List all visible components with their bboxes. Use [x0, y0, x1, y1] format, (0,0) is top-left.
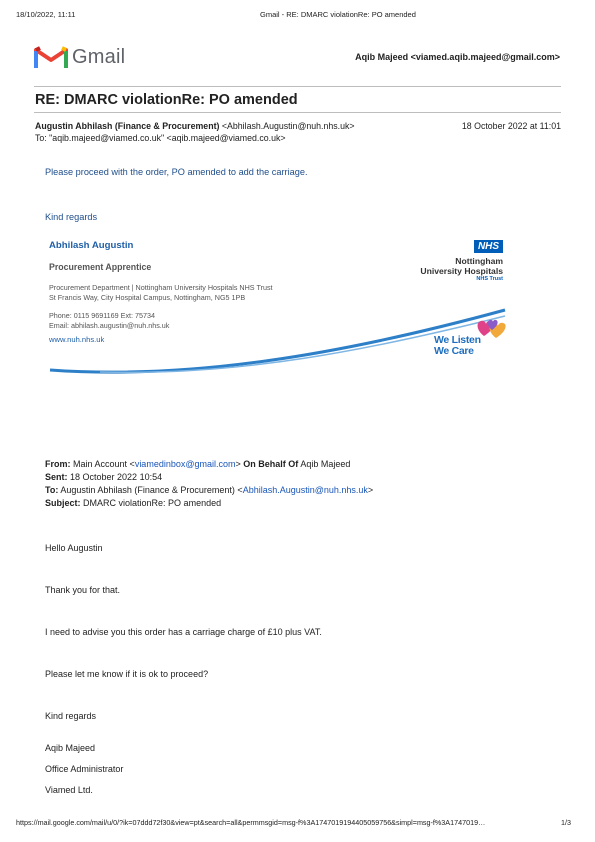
body-line-1: Please proceed with the order, PO amended to add the carriage.	[45, 167, 308, 177]
subject-divider	[34, 112, 561, 113]
quoted-regards: Kind regards	[45, 711, 97, 721]
signature-title: Procurement Apprentice	[49, 262, 152, 272]
quoted-sig-role: Office Administrator	[45, 764, 124, 774]
account-name: Aqib Majeed <viamed.aqib.majeed@gmail.com>	[355, 52, 560, 62]
sender-email[interactable]: <Abhilash.Augustin@nuh.nhs.uk>	[221, 121, 355, 131]
print-footer-url: https://mail.google.com/mail/u/0/?ik=07ddd72f30&view=pt&search=all&permmsgid=msg-f%3A1747019194405059756&simpl=msg-f%3A1747019…	[16, 818, 486, 827]
quoted-to-value: Augustin Abhilash (Finance & Procurement) <	[60, 485, 243, 495]
body-regards: Kind regards	[45, 212, 98, 222]
slogan	[434, 335, 481, 357]
quoted-subject-line	[45, 498, 221, 508]
header-divider	[34, 86, 561, 87]
quoted-from-value: Main Account <	[73, 459, 135, 469]
signature-website-link[interactable]: www.nuh.nhs.uk	[49, 335, 105, 344]
quoted-sent-line	[45, 472, 162, 482]
quoted-subject-label: Subject:	[45, 498, 81, 508]
org-name-line-1: Nottingham	[455, 256, 503, 266]
slogan-line-2: We Care	[434, 345, 474, 357]
signature-name: Abhilash Augustin	[49, 240, 134, 251]
org-trust: NHS Trust	[476, 276, 503, 282]
quoted-to-close: >	[367, 485, 374, 495]
quoted-advise: I need to advise you this order has a carriage charge of £10 plus VAT.	[45, 627, 322, 637]
quoted-from-line	[45, 459, 350, 469]
signature-dept: Procurement Department | Nottingham University Hospitals NHS Trust	[49, 283, 273, 292]
sender-name: Augustin Abhilash (Finance & Procurement)	[35, 121, 220, 131]
email-subject: RE: DMARC violationRe: PO amended	[35, 92, 298, 108]
sender-line	[35, 121, 355, 131]
quoted-sig-name: Aqib Majeed	[45, 743, 96, 753]
signature-email[interactable]: Email: abhilash.augustin@nuh.nhs.uk	[49, 321, 170, 330]
quoted-from-close: >	[235, 459, 241, 469]
nhs-logo: NHS	[474, 240, 503, 253]
quoted-from-email-link[interactable]: viamedinbox@gmail.com	[134, 459, 236, 469]
quoted-subject-value: DMARC violationRe: PO amended	[83, 498, 222, 508]
quoted-on-behalf-label: On Behalf Of	[243, 459, 299, 469]
quoted-to-email-link[interactable]: Abhilash.Augustin@nuh.nhs.uk	[242, 485, 368, 495]
org-name	[420, 256, 503, 276]
slogan-line-1: We Listen	[434, 334, 481, 346]
quoted-to-label: To:	[45, 485, 59, 495]
quoted-sent-value: 18 October 2022 10:54	[70, 472, 163, 482]
gmail-wordmark: Gmail	[72, 46, 126, 68]
quoted-sent-label: Sent:	[45, 472, 68, 482]
org-name-line-2: University Hospitals	[420, 266, 503, 276]
quoted-question: Please let me know if it is ok to proceed?	[45, 669, 209, 679]
quoted-sig-company: Viamed Ltd.	[45, 785, 93, 795]
to-line: To: "aqib.majeed@viamed.co.uk" <aqib.majeed@viamed.co.uk>	[35, 133, 286, 143]
quoted-greeting: Hello Augustin	[45, 543, 103, 553]
print-page-title: Gmail - RE: DMARC violationRe: PO amended	[260, 10, 416, 19]
quoted-on-behalf-value: Aqib Majeed	[300, 459, 351, 469]
signature-phone: Phone: 0115 9691169 Ext: 75734	[49, 311, 156, 320]
print-datetime: 18/10/2022, 11:11	[16, 10, 76, 19]
quoted-thanks: Thank you for that.	[45, 585, 121, 595]
print-footer-page: 1/3	[561, 818, 571, 827]
email-date: 18 October 2022 at 11:01	[461, 121, 561, 131]
quoted-to-line	[45, 485, 373, 495]
gmail-m-icon	[34, 44, 68, 70]
signature-address: St Francis Way, City Hospital Campus, Nottingham, NG5 1PB	[49, 293, 246, 302]
quoted-from-label: From:	[45, 459, 71, 469]
